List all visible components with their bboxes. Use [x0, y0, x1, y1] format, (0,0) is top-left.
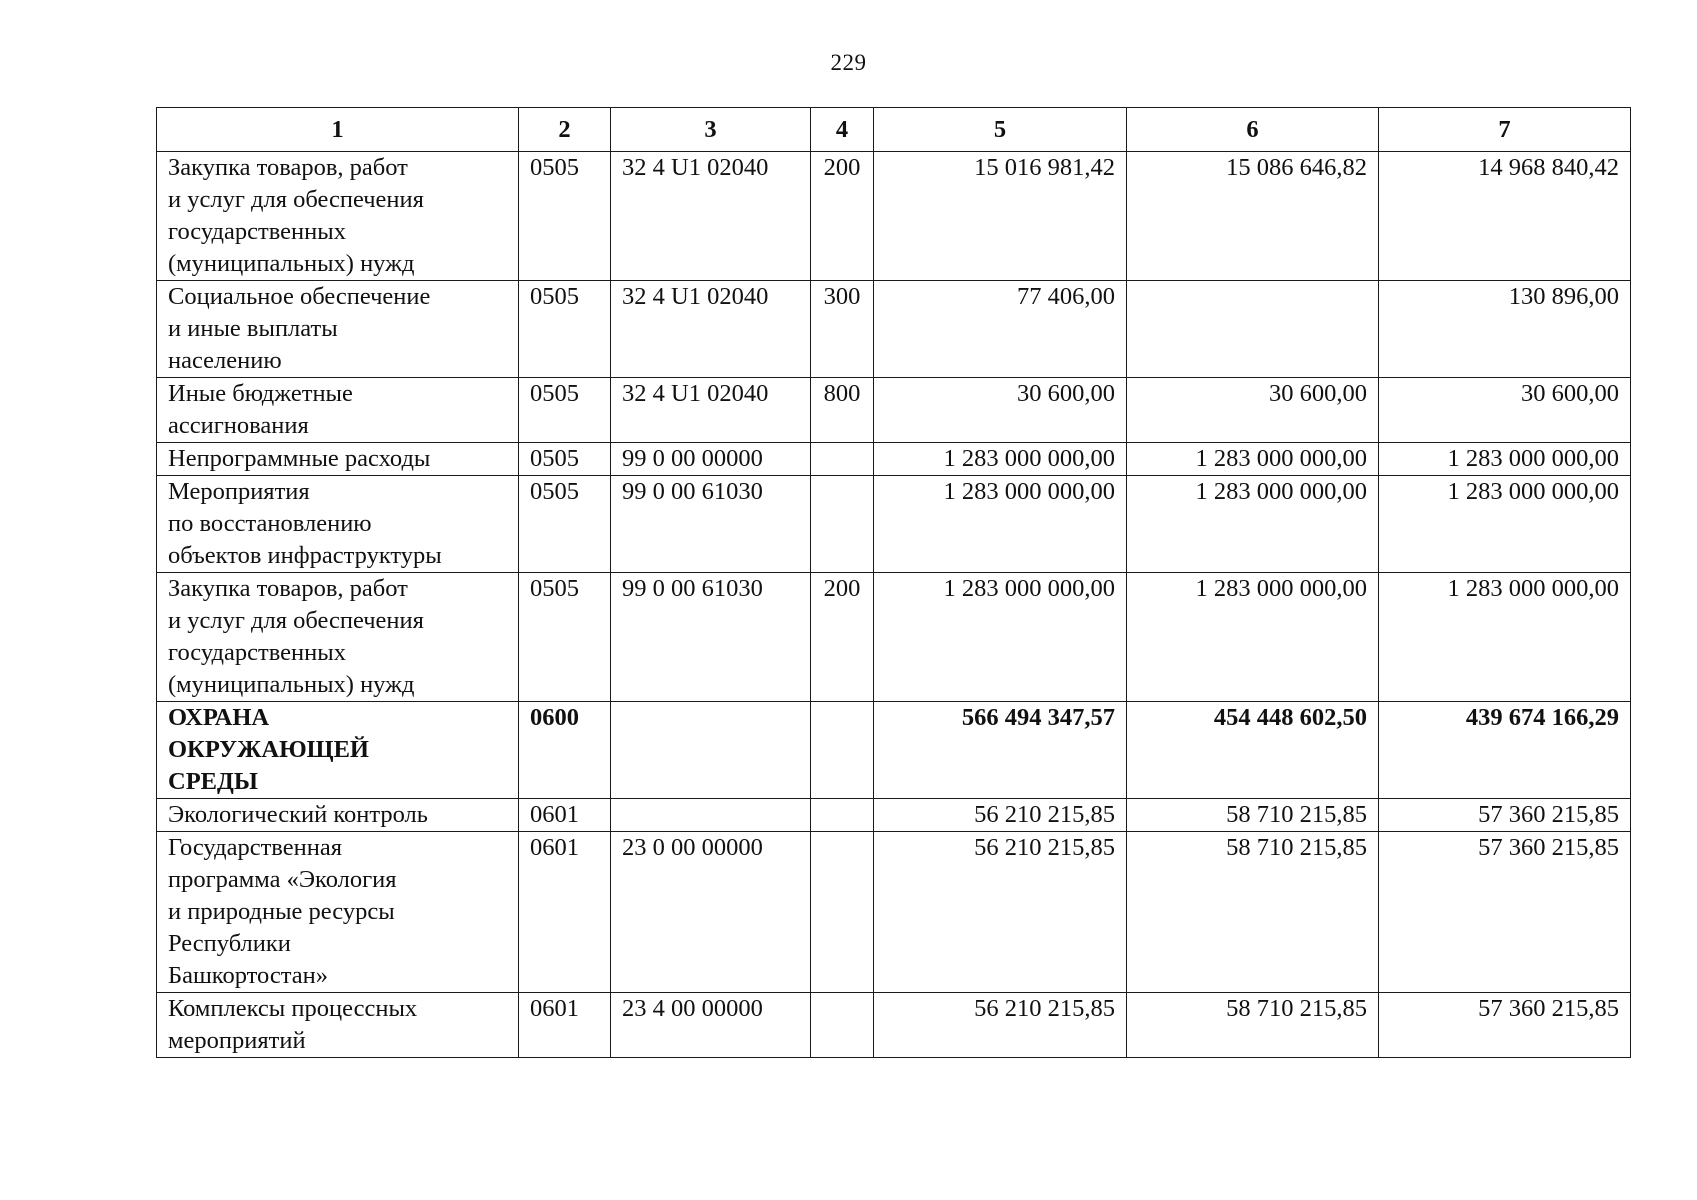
row-amount-col7-cell: 57 360 215,85 [1379, 832, 1631, 993]
column-header: 3 [611, 108, 811, 152]
row-expense-type-cell [811, 476, 874, 573]
row-amount-col7-cell: 57 360 215,85 [1379, 799, 1631, 832]
row-section-code-cell: 0505 [519, 573, 611, 702]
row-name-line: Государственная [168, 834, 342, 861]
row-name-line: Иные бюджетные [168, 380, 353, 407]
table-row [157, 993, 1631, 1058]
row-target-article-cell: 32 4 U1 02040 [611, 281, 811, 378]
column-header: 6 [1127, 108, 1379, 152]
row-target-article-cell: 99 0 00 61030 [611, 573, 811, 702]
row-amount-col6-cell: 454 448 602,50 [1127, 702, 1379, 799]
row-amount-col7-cell: 130 896,00 [1379, 281, 1631, 378]
row-name-line: государственных [168, 639, 346, 666]
row-name-cell [157, 476, 519, 573]
table-row [157, 702, 1631, 799]
row-name-line: и природные ресурсы [168, 898, 395, 925]
row-amount-col7-cell: 1 283 000 000,00 [1379, 573, 1631, 702]
row-name-line: (муниципальных) нужд [168, 250, 415, 277]
row-amount-col6-cell [1127, 281, 1379, 378]
row-name-cell [157, 152, 519, 281]
column-header: 2 [519, 108, 611, 152]
row-amount-col5-cell: 30 600,00 [874, 378, 1127, 443]
row-name-line: ОХРАНА [168, 704, 270, 731]
row-expense-type-cell [811, 443, 874, 476]
row-section-code-cell: 0505 [519, 443, 611, 476]
row-amount-col5-cell: 566 494 347,57 [874, 702, 1127, 799]
row-name-cell [157, 799, 519, 832]
row-name-line: и услуг для обеспечения [168, 607, 424, 634]
row-name-cell [157, 993, 519, 1058]
row-amount-col5-cell: 1 283 000 000,00 [874, 476, 1127, 573]
table-row [157, 152, 1631, 281]
row-target-article-cell: 23 0 00 00000 [611, 832, 811, 993]
row-amount-col5-cell: 56 210 215,85 [874, 832, 1127, 993]
table-row [157, 476, 1631, 573]
row-name-line: Башкортостан» [168, 962, 329, 989]
row-amount-col7-cell: 57 360 215,85 [1379, 993, 1631, 1058]
table-body [157, 152, 1631, 1058]
row-name-line: Мероприятия [168, 478, 310, 505]
row-amount-col5-cell: 1 283 000 000,00 [874, 573, 1127, 702]
row-expense-type-cell [811, 993, 874, 1058]
row-section-code-cell: 0505 [519, 152, 611, 281]
row-name-line: Закупка товаров, работ [168, 154, 408, 181]
row-amount-col6-cell: 58 710 215,85 [1127, 832, 1379, 993]
row-target-article-cell [611, 702, 811, 799]
row-amount-col7-cell: 30 600,00 [1379, 378, 1631, 443]
row-name-line: мероприятий [168, 1027, 306, 1054]
column-header: 1 [157, 108, 519, 152]
row-name-cell [157, 702, 519, 799]
column-header: 5 [874, 108, 1127, 152]
row-name-line: Республики [168, 930, 291, 957]
row-name-line: Комплексы процессных [168, 995, 418, 1022]
row-name-line: объектов инфраструктуры [168, 542, 442, 569]
table-row [157, 378, 1631, 443]
row-amount-col6-cell: 1 283 000 000,00 [1127, 573, 1379, 702]
row-name-cell [157, 832, 519, 993]
row-name-line: СРЕДЫ [168, 768, 258, 795]
row-amount-col5-cell: 1 283 000 000,00 [874, 443, 1127, 476]
column-header: 7 [1379, 108, 1631, 152]
page-number: 229 [830, 50, 867, 75]
row-name-line: Непрограммные расходы [168, 445, 431, 472]
row-amount-col7-cell: 439 674 166,29 [1379, 702, 1631, 799]
row-amount-col6-cell: 58 710 215,85 [1127, 799, 1379, 832]
row-section-code-cell: 0505 [519, 281, 611, 378]
row-target-article-cell: 23 4 00 00000 [611, 993, 811, 1058]
row-amount-col5-cell: 56 210 215,85 [874, 799, 1127, 832]
row-target-article-cell: 32 4 U1 02040 [611, 378, 811, 443]
row-name-line: Экологический контроль [168, 801, 428, 828]
row-name-cell [157, 443, 519, 476]
row-name-line: населению [168, 347, 282, 374]
row-amount-col6-cell: 15 086 646,82 [1127, 152, 1379, 281]
row-section-code-cell: 0505 [519, 476, 611, 573]
row-expense-type-cell [811, 799, 874, 832]
row-target-article-cell [611, 799, 811, 832]
header-row [157, 108, 1631, 152]
row-amount-col6-cell: 1 283 000 000,00 [1127, 443, 1379, 476]
row-amount-col5-cell: 56 210 215,85 [874, 993, 1127, 1058]
row-section-code-cell: 0505 [519, 378, 611, 443]
row-name-cell [157, 573, 519, 702]
row-section-code-cell: 0601 [519, 799, 611, 832]
table-row [157, 832, 1631, 993]
row-expense-type-cell: 800 [811, 378, 874, 443]
row-name-line: Закупка товаров, работ [168, 575, 408, 602]
row-amount-col6-cell: 30 600,00 [1127, 378, 1379, 443]
row-name-cell [157, 378, 519, 443]
table-row [157, 281, 1631, 378]
row-section-code-cell: 0601 [519, 832, 611, 993]
row-expense-type-cell [811, 832, 874, 993]
row-name-line: и иные выплаты [168, 315, 338, 342]
row-name-line: по восстановлению [168, 510, 372, 537]
row-name-line: ассигнования [168, 412, 309, 439]
row-target-article-cell: 32 4 U1 02040 [611, 152, 811, 281]
row-amount-col7-cell: 1 283 000 000,00 [1379, 443, 1631, 476]
row-name-line: государственных [168, 218, 346, 245]
row-amount-col5-cell: 15 016 981,42 [874, 152, 1127, 281]
row-expense-type-cell: 200 [811, 573, 874, 702]
row-expense-type-cell [811, 702, 874, 799]
row-name-line: Социальное обеспечение [168, 283, 431, 310]
column-header: 4 [811, 108, 874, 152]
row-amount-col6-cell: 1 283 000 000,00 [1127, 476, 1379, 573]
row-amount-col7-cell: 1 283 000 000,00 [1379, 476, 1631, 573]
row-section-code-cell: 0601 [519, 993, 611, 1058]
row-name-line: и услуг для обеспечения [168, 186, 424, 213]
table-row [157, 443, 1631, 476]
row-section-code-cell: 0600 [519, 702, 611, 799]
row-amount-col6-cell: 58 710 215,85 [1127, 993, 1379, 1058]
table-row [157, 799, 1631, 832]
row-name-cell [157, 281, 519, 378]
row-amount-col7-cell: 14 968 840,42 [1379, 152, 1631, 281]
row-name-line: (муниципальных) нужд [168, 671, 415, 698]
budget-table [156, 107, 1631, 1058]
row-amount-col5-cell: 77 406,00 [874, 281, 1127, 378]
table-row [157, 573, 1631, 702]
row-expense-type-cell: 200 [811, 152, 874, 281]
row-name-line: ОКРУЖАЮЩЕЙ [168, 736, 369, 763]
row-name-line: программа «Экология [168, 866, 397, 893]
row-target-article-cell: 99 0 00 61030 [611, 476, 811, 573]
row-target-article-cell: 99 0 00 00000 [611, 443, 811, 476]
row-expense-type-cell: 300 [811, 281, 874, 378]
